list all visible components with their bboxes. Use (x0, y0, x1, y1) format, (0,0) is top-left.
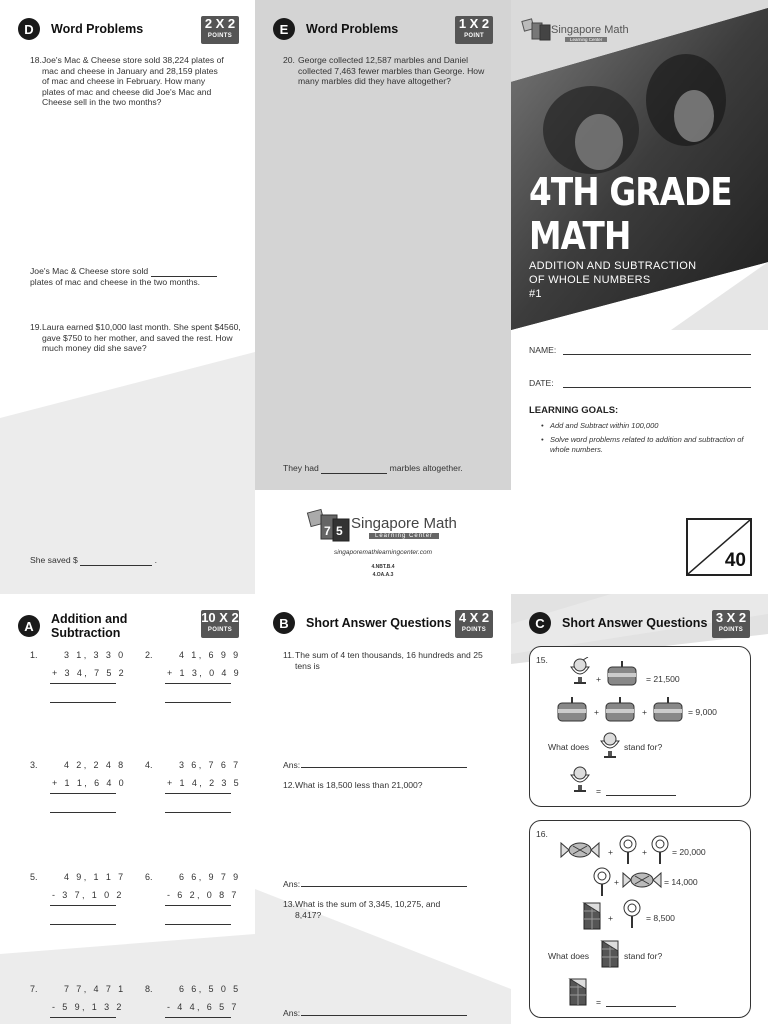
answer-16-field[interactable] (606, 1006, 676, 1007)
equals-sign: = (596, 997, 602, 1007)
panel-c-header (529, 612, 707, 634)
answer-15-field[interactable] (606, 795, 676, 796)
plus-sign: + (642, 847, 648, 857)
ice-cream-sundae-icon (598, 731, 622, 759)
cake-icon (556, 695, 588, 723)
wrapped-candy-icon (622, 871, 662, 889)
operation-line (50, 1017, 116, 1018)
problem-top-operand: 4 2, 2 4 8 (64, 760, 126, 770)
problem-top-operand: 6 6, 9 7 9 (179, 872, 241, 882)
standard-code: 4.NBT.B.4 (371, 564, 395, 570)
date-label: DATE: (529, 378, 554, 388)
question-16-ask-part-b: stand for? (624, 951, 663, 961)
section-title: Addition and Subtraction (51, 612, 128, 640)
problem-bottom-operand: + 1 1, 6 4 0 (52, 778, 127, 788)
panel-c-short-answer (511, 594, 768, 1024)
cake-icon (604, 695, 636, 723)
problem-bottom-operand: - 5 9, 1 3 2 (52, 1002, 124, 1012)
arithmetic-problem (30, 984, 130, 1024)
question-18-answer-sentence: Joe's Mac & Cheese store sold plates of mac and cheese in the two months. (30, 266, 245, 287)
plus-sign: + (608, 913, 614, 923)
logo-subtitle: Learning Center (565, 37, 607, 42)
question-19-text: Laura earned $10,000 last month. She spent $4560, gave $750 to her mother, and saved the rest. How much money did she save? (42, 322, 241, 353)
points-badge: 1 X 2 POINT (455, 16, 493, 44)
question-16-box (529, 820, 751, 1018)
panel-b-header (273, 612, 451, 634)
learning-goal-2: Solve word problems related to addition and subtraction of whole numbers. (550, 435, 744, 454)
singapore-math-logo (305, 505, 465, 545)
logo-subtitle: Learning Center (369, 533, 439, 539)
problem-number: 5. (30, 872, 38, 882)
answer-field[interactable] (165, 924, 231, 925)
question-number: 19. (30, 322, 42, 332)
section-title: Short Answer Questions (306, 616, 452, 630)
operation-line (165, 905, 231, 906)
goal-bullet: • (541, 435, 544, 444)
problem-bottom-operand: - 6 2, 0 8 7 (167, 890, 239, 900)
chocolate-bar-icon (582, 901, 602, 931)
answer-12-field[interactable] (301, 886, 467, 887)
learning-goals-title: LEARNING GOALS: (529, 405, 619, 416)
operation-line (50, 793, 116, 794)
answer-13-field[interactable] (301, 1015, 467, 1016)
problem-bottom-operand: - 4 4, 6 5 7 (167, 1002, 239, 1012)
question-number: 11. (283, 650, 295, 660)
answer-field[interactable] (165, 702, 231, 703)
problem-number: 1. (30, 650, 38, 660)
question-13-text: What is the sum of 3,345, 10,275, and 8,417? (295, 899, 441, 920)
cover-logo (521, 16, 641, 46)
problem-bottom-operand: + 1 3, 0 4 9 (167, 668, 242, 678)
website-text: singaporemathlearningcenter.com (333, 549, 433, 556)
arithmetic-problem (30, 872, 130, 932)
question-18-text: Joe's Mac & Cheese store sold 38,224 plates of mac and cheese in January and 28,159 plates of mac and cheese in February. How many plates of mac and cheese did Joe's Mac and Cheese sell in the two months? (42, 55, 224, 107)
problem-top-operand: 4 1, 6 9 9 (179, 650, 241, 660)
problem-number: 4. (145, 760, 153, 770)
equation-16-1-result: = 20,000 (672, 847, 706, 857)
score-box (686, 518, 752, 576)
operation-line (165, 683, 231, 684)
panel-a-header (18, 612, 127, 640)
arithmetic-problem (145, 760, 245, 820)
arithmetic-problem (30, 760, 130, 820)
name-label: NAME: (529, 345, 557, 355)
answer-field[interactable] (50, 812, 116, 813)
lollipop-icon (622, 899, 642, 929)
panel-e-word-problems (255, 0, 511, 594)
panel-d-header (18, 18, 143, 40)
cover-panel (511, 0, 768, 594)
problem-top-operand: 7 7, 4 7 1 (64, 984, 126, 994)
score-total: 40 (724, 550, 746, 571)
section-title: Word Problems (51, 22, 144, 36)
plus-sign: + (596, 674, 602, 684)
question-number: 12. (283, 780, 295, 790)
operation-line (50, 683, 116, 684)
problem-top-operand: 6 6, 5 0 5 (179, 984, 241, 994)
question-15-ask-part-b: stand for? (624, 742, 663, 752)
question-15-ask-part-a: What does (548, 742, 590, 752)
problem-number: 8. (145, 984, 153, 994)
question-11-text: The sum of 4 ten thousands, 16 hundreds and 25 tens is (295, 650, 483, 671)
question-number: 13. (283, 899, 295, 909)
lollipop-icon (592, 867, 612, 897)
answer-label: Ans: (283, 879, 301, 889)
section-letter-badge: A (18, 615, 40, 637)
question-15-box (529, 646, 751, 807)
answer-field[interactable] (165, 812, 231, 813)
operation-line (165, 1017, 231, 1018)
plus-sign: + (608, 847, 614, 857)
arithmetic-problem (145, 872, 245, 932)
panel-b-short-answer (255, 594, 511, 1024)
question-number: 20. (283, 55, 295, 65)
answer-label: Ans: (283, 1008, 301, 1018)
plus-sign: + (594, 707, 600, 717)
learning-goal-1: Add and Subtract within 100,000 (550, 421, 659, 430)
logo-name: Singapore Math (351, 515, 457, 532)
cake-icon (606, 659, 638, 687)
answer-field[interactable] (50, 702, 116, 703)
panel-e-header (273, 18, 398, 40)
question-16-ask-part-a: What does (548, 951, 590, 961)
chocolate-bar-icon (568, 977, 588, 1007)
problem-top-operand: 4 9, 1 1 7 (64, 872, 126, 882)
answer-label: Ans: (283, 760, 301, 770)
logo-blocks-icon (521, 16, 551, 44)
problem-bottom-operand: + 1 4, 2 3 5 (167, 778, 242, 788)
cover-subtitle: ADDITION AND SUBTRACTION OF WHOLE NUMBERS #1 (529, 260, 697, 300)
question-number: 16. (536, 829, 548, 839)
section-letter-badge: D (18, 18, 40, 40)
wrapped-candy-icon (560, 841, 600, 859)
goal-bullet: • (541, 421, 544, 430)
ice-cream-sundae-icon (568, 657, 592, 685)
problem-bottom-operand: - 3 7, 1 0 2 (52, 890, 124, 900)
question-12-text: What is 18,500 less than 21,000? (295, 780, 423, 790)
problem-number: 7. (30, 984, 38, 994)
name-field[interactable] (563, 354, 751, 355)
question-19-answer-sentence: She saved $ . (30, 555, 157, 565)
points-badge: 10 X 2 POINTS (201, 610, 239, 638)
points-badge: 2 X 2 POINTS (201, 16, 239, 44)
answer-blank[interactable] (321, 473, 387, 474)
points-badge: 4 X 2 POINTS (455, 610, 493, 638)
ice-cream-sundae-icon (568, 765, 592, 793)
section-letter-badge: C (529, 612, 551, 634)
equation-15-1-result: = 21,500 (646, 674, 680, 684)
svg-text:7: 7 (324, 524, 331, 538)
answer-field[interactable] (50, 924, 116, 925)
section-letter-badge: E (273, 18, 295, 40)
question-20-text: George collected 12,587 marbles and Daniel collected 7,463 fewer marbles than George. How many marbles did they have altogether? (298, 55, 485, 86)
equation-15-2-result: = 9,000 (688, 707, 717, 717)
panel-d-word-problems (0, 0, 255, 594)
plus-sign: + (642, 707, 648, 717)
question-number: 18. (30, 55, 42, 65)
problem-number: 2. (145, 650, 153, 660)
panel-a-addition-subtraction (0, 594, 255, 1024)
arithmetic-problem (145, 984, 245, 1024)
arithmetic-problem (30, 650, 130, 710)
section-title: Short Answer Questions (562, 616, 708, 630)
answer-blank[interactable] (80, 565, 152, 566)
logo-name: Singapore Math (551, 24, 629, 36)
points-badge: 3 X 2 POINTS (712, 610, 750, 638)
problem-top-operand: 3 1, 3 3 0 (64, 650, 126, 660)
equation-16-3-result: = 8,500 (646, 913, 675, 923)
equals-sign: = (596, 786, 602, 796)
lollipop-icon (618, 835, 638, 865)
equation-16-2-result: = 14,000 (664, 877, 698, 887)
arithmetic-problem (145, 650, 245, 710)
answer-11-field[interactable] (301, 767, 467, 768)
chocolate-bar-icon (600, 939, 620, 969)
problem-number: 6. (145, 872, 153, 882)
section-title: Word Problems (306, 22, 399, 36)
question-number: 15. (536, 655, 548, 665)
problem-number: 3. (30, 760, 38, 770)
date-field[interactable] (563, 387, 751, 388)
problem-bottom-operand: + 3 4, 7 5 2 (52, 668, 127, 678)
plus-sign: + (614, 877, 620, 887)
operation-line (50, 905, 116, 906)
cake-icon (652, 695, 684, 723)
problem-top-operand: 3 6, 7 6 7 (179, 760, 241, 770)
question-20-answer-sentence: They had marbles altogether. (283, 463, 463, 473)
svg-text:5: 5 (336, 524, 343, 538)
logo-blocks-icon (305, 505, 351, 545)
operation-line (165, 793, 231, 794)
standard-code: 4.OA.A.3 (372, 572, 394, 578)
lollipop-icon (650, 835, 670, 865)
cover-title: 4TH GRADE MATH (529, 170, 732, 258)
section-letter-badge: B (273, 612, 295, 634)
